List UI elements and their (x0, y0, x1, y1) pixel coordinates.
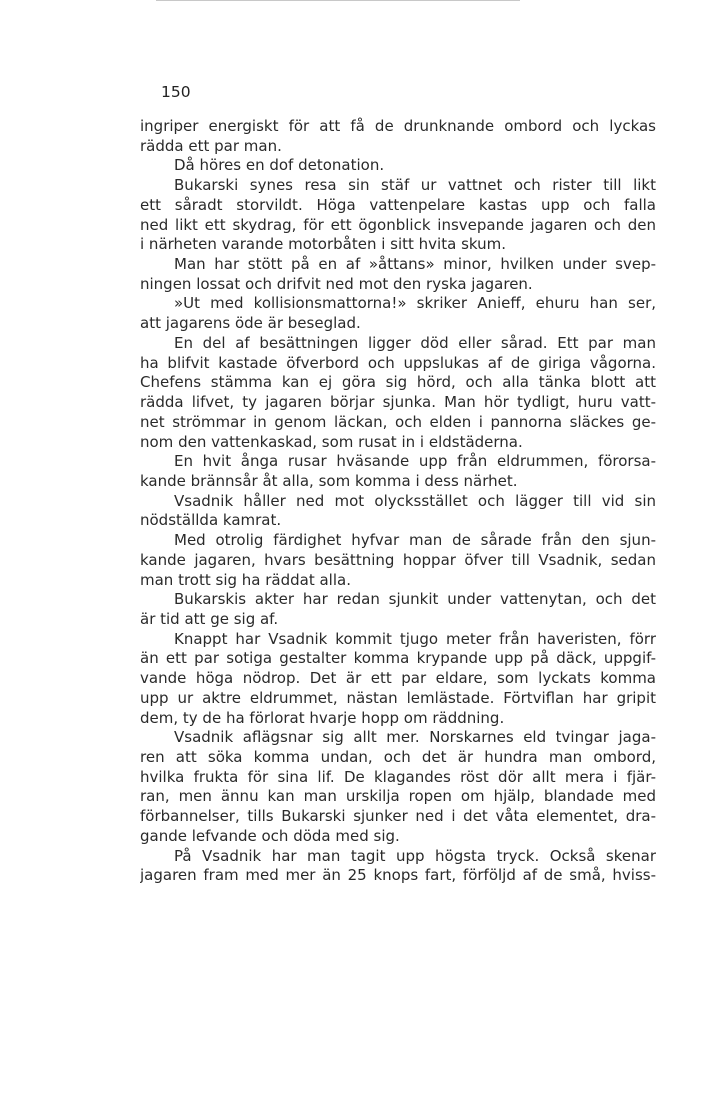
text-line: Bukarski synes resa sin stäf ur vattnet och rister till likt (174, 176, 656, 195)
text-line: Knappt har Vsadnik kommit tjugo meter från haveristen, förr (174, 629, 656, 648)
text-line: Chefens stämma kan ej göra sig hörd, och alla tänka blott att (140, 373, 656, 392)
text-line: ha blifvit kastade öfverbord och uppslukas af de giriga vågorna. (140, 353, 656, 372)
text-line: Vsadnik håller ned mot olycksstället och lägger till vid sin (174, 491, 656, 510)
text-line: förbannelser, tills Bukarski sjunker ned i det våta elementet, dra- (140, 807, 656, 826)
text-line: man trott sig ha räddat alla. (140, 570, 351, 589)
text-line: net strömmar in genom läckan, och elden i pannorna släckes ge- (140, 412, 656, 431)
text-line: än ett par sotiga gestalter komma krypande upp på däck, uppgif- (140, 649, 656, 668)
text-line: vande höga nödrop. Det är ett par eldare, som lyckats komma (140, 669, 656, 688)
text-line: ren att söka komma undan, och det är hundra man ombord, (140, 748, 656, 766)
text-line: ningen lossat och drifvit ned mot den ryska jagaren. (140, 274, 533, 293)
body-text (140, 117, 656, 886)
text-line: nödställda kamrat. (140, 511, 282, 530)
text-line: Vsadnik aflägsnar sig allt mer. Norskarnes eld tvingar jaga- (174, 728, 656, 747)
text-line: nom den vattenkaskad, som rusat in i eldstäderna. (140, 432, 523, 451)
text-line: En hvit ånga rusar hväsande upp från eldrummen, förorsa- (174, 452, 656, 471)
text-line: gande lefvande och döda med sig. (140, 826, 400, 845)
text-line: ran, men ännu kan man urskilja ropen om hjälp, blandade med (140, 787, 656, 806)
text-line: är tid att ge sig af. (140, 609, 279, 628)
text-line: rädda ett par man. (140, 136, 282, 155)
text-line: En del af besättningen ligger död eller sårad. Ett par man (174, 333, 656, 352)
text-line: På Vsadnik har man tagit upp högsta tryck. Också skenar (174, 846, 656, 865)
text-line: att jagarens öde är beseglad. (140, 314, 361, 333)
text-line: Med otrolig färdighet hyfvar man de sårade från den sjun- (174, 531, 656, 550)
top-rule (156, 0, 520, 1)
text-line: Då höres en dof detonation. (174, 156, 385, 175)
text-line: kande jagaren, hvars besättning hoppar öfver till Vsadnik, sedan (140, 550, 656, 569)
text-line: hvilka frukta för sina lif. De klagandes röst dör allt mera i fjär- (140, 767, 656, 786)
text-line: ett såradt storvildt. Höga vattenpelare kastas upp och falla (140, 195, 656, 214)
text-line: kande brännsår åt alla, som komma i dess närhet. (140, 471, 518, 490)
page-number: 150 (161, 83, 191, 101)
text-line: rädda lifvet, ty jagaren börjar sjunka. Man hör tydligt, huru vatt- (140, 393, 656, 412)
text-line: Man har stött på en af »åttans» minor, hvilken under svep- (174, 255, 656, 274)
text-line: ned likt ett skydrag, för ett ögonblick insvepande jagaren och den (140, 215, 656, 234)
text-line: jagaren fram med mer än 25 knops fart, förföljd af de små, hviss- (140, 866, 656, 885)
text-line: i närheten varande motorbåten i sitt hvita skum. (140, 235, 506, 254)
text-line: »Ut med kollisionsmattorna!» skriker Anieff, ehuru han ser, (174, 294, 656, 313)
text-line: upp ur aktre eldrummet, nästan lemlästade. Förtviflan har gripit (140, 688, 656, 707)
text-line: Bukarskis akter har redan sjunkit under vattenytan, och det (174, 590, 656, 609)
text-line: dem, ty de ha förlorat hvarje hopp om räddning. (140, 708, 505, 727)
text-line: ingriper energiskt för att få de drunknande ombord och lyckas (140, 117, 656, 135)
